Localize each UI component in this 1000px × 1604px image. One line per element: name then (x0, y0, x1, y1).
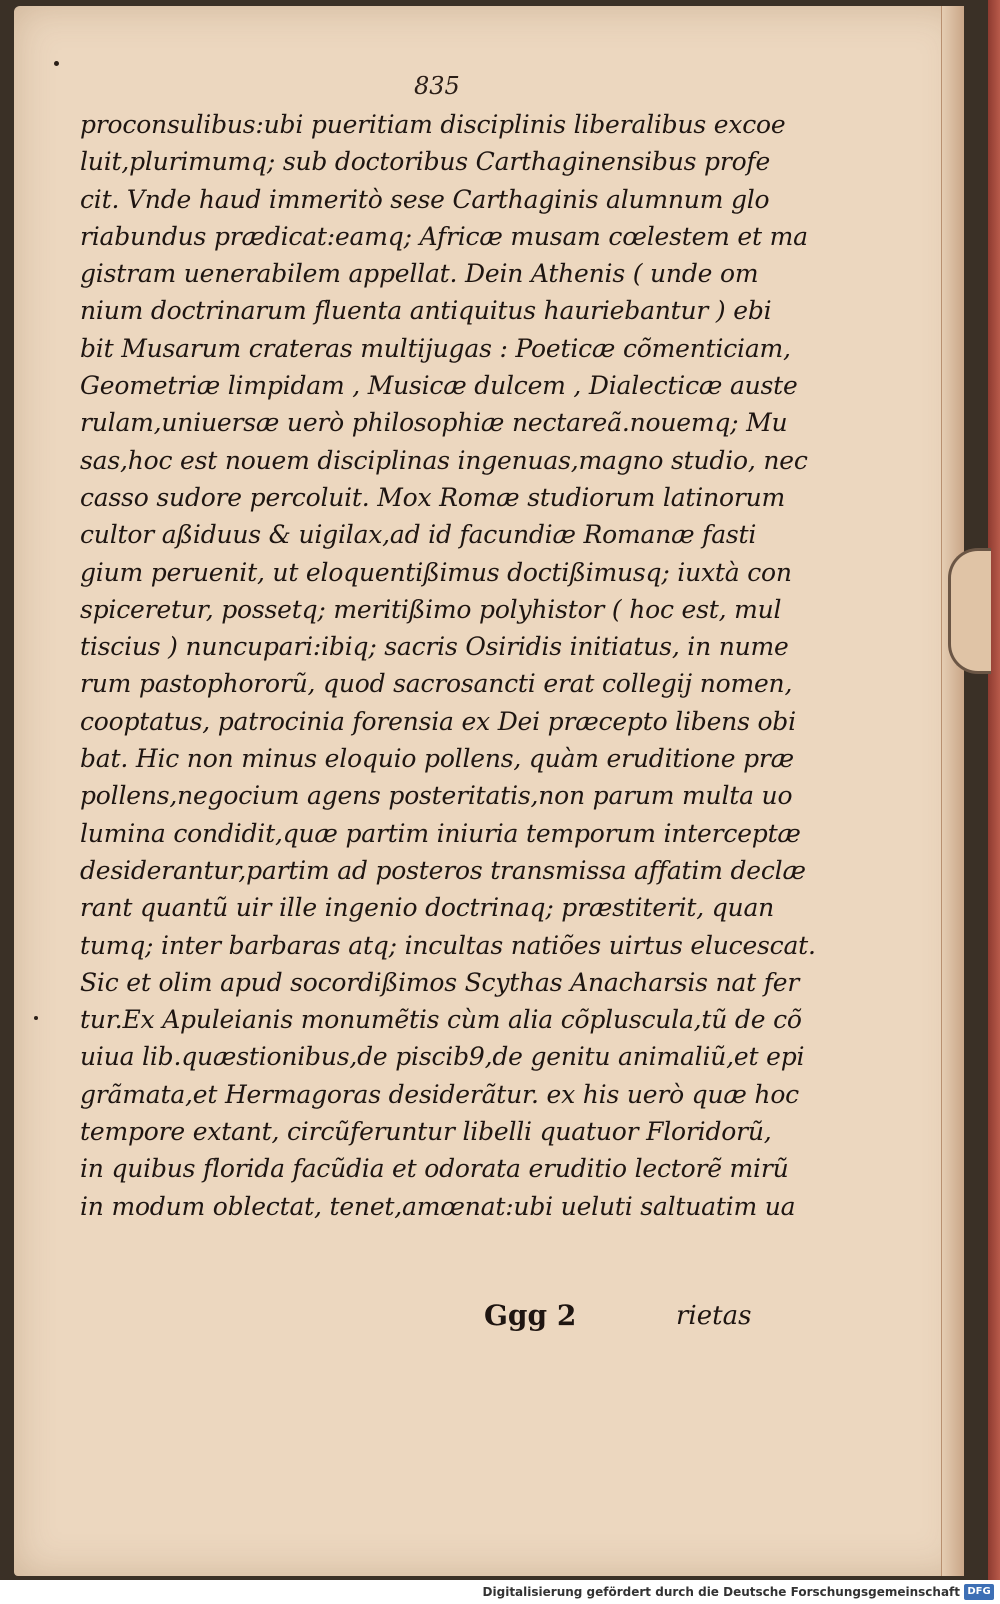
catchword: rietas (676, 1301, 752, 1331)
text-line: gium peruenit, ut eloquentißimus doctißimusq; iuxtà con (80, 557, 792, 587)
text-line: rulam,uniuersæ uerò philosophiæ nectareã.nouemq; Mu (80, 408, 788, 438)
text-line: tumq; inter barbaras atq; incultas natiões uirtus elucescat. (80, 930, 816, 960)
paper-page (14, 6, 964, 1576)
text-line: tiscius ) nuncupari:ibiq; sacris Osiridis initiatus, in nume (80, 632, 789, 662)
text-line: rum pastophororũ, quod sacrosancti erat collegij nomen, (80, 669, 793, 699)
text-line: rant quantũ uir ille ingenio doctrinaq; præstiterit, quan (80, 893, 775, 923)
signature-mark: Ggg 2 (484, 1299, 577, 1332)
footer-bar (0, 1580, 1000, 1604)
text-line: uiua lib.quæstionibus,de piscib9,de genitu animaliũ,et epi (80, 1042, 805, 1072)
text-line: sas,hoc est nouem disciplinas ingenuas,magno studio, nec (80, 445, 808, 475)
text-line: Geometriæ limpidam , Musicæ dulcem , Dialecticæ auste (80, 371, 798, 401)
text-line: tempore extant, circũferuntur libelli quatuor Floridorũ, (80, 1117, 772, 1147)
text-line: Sic et olim apud socordißimos Scythas Anacharsis nat fer (80, 967, 800, 997)
text-line: riabundus prædicat:eamq; Africæ musam cœlestem et ma (80, 221, 808, 251)
text-line: in modum oblectat, tenet,amœnat:ubi ueluti saltuatim ua (80, 1191, 796, 1221)
text-line: casso sudore percoluit. Mox Romæ studiorum latinorum (80, 482, 785, 512)
text-line: in quibus florida facũdia et odorata eruditio lectorẽ mirũ (80, 1154, 789, 1184)
text-line: gistram uenerabilem appellat. Dein Athenis ( unde om (80, 259, 759, 289)
ink-speck (54, 61, 59, 66)
text-line: cooptatus, patrocinia forensia ex Dei præcepto libens obi (80, 706, 796, 736)
page-edge (941, 6, 964, 1576)
body-text (80, 106, 816, 1225)
page-tab-marker (948, 548, 991, 674)
digitization-credit: Digitalisierung gefördert durch die Deutsche Forschungsgemeinschaft (482, 1585, 960, 1599)
dfg-logo-icon: DFG (964, 1584, 994, 1600)
text-line: bat. Hic non minus eloquio pollens, quàm eruditione præ (80, 744, 794, 774)
text-line: tur.Ex Apuleianis monumẽtis cùm alia cõpluscula,tũ de cõ (80, 1005, 802, 1035)
text-line: cultor aßiduus & uigilax,ad id facundiæ Romanæ fasti (80, 520, 757, 550)
text-line: luit,plurimumq; sub doctoribus Carthaginensibus profe (80, 147, 771, 177)
ink-speck (34, 1016, 38, 1020)
text-line: bit Musarum crateras multijugas : Poeticæ cõmenticiam, (80, 333, 791, 363)
text-line: lumina condidit,quæ partim iniuria temporum interceptæ (80, 818, 801, 848)
signature-row (14, 1296, 1000, 1336)
text-line: spiceretur, possetq; meritißimo polyhistor ( hoc est, mul (80, 594, 782, 624)
text-line: pollens,negocium agens posteritatis,non parum multa uo (80, 781, 793, 811)
text-line: nium doctrinarum fluenta antiquitus hauriebantur ) ebi (80, 296, 772, 326)
text-line: cit. Vnde haud immeritò sese Carthaginis alumnum glo (80, 184, 770, 214)
text-line: proconsulibus:ubi pueritiam disciplinis liberalibus excoe (80, 110, 786, 139)
binding-edge (988, 0, 1000, 1580)
text-line: grãmata,et Hermagoras desiderãtur. ex his uerò quæ hoc (80, 1079, 799, 1109)
page-number: 835 (414, 72, 460, 100)
text-line: desiderantur,partim ad posteros transmissa affatim declæ (80, 855, 806, 885)
